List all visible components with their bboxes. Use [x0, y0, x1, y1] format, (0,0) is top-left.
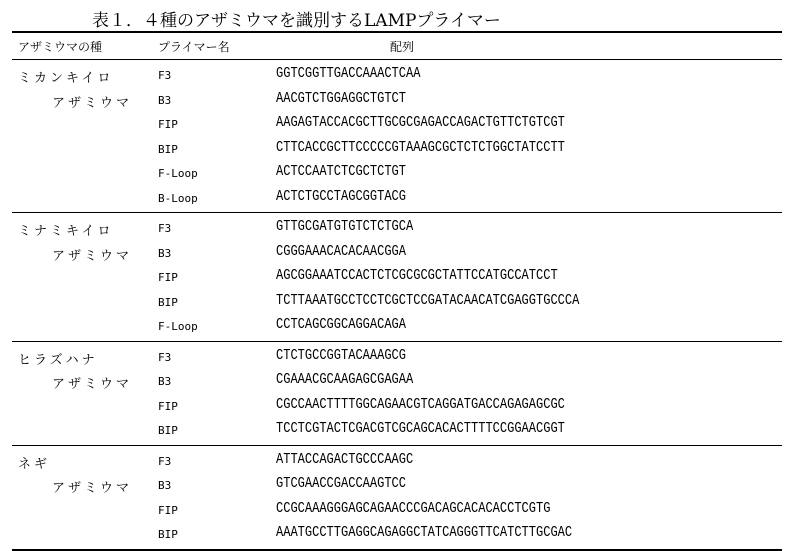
table-row — [12, 314, 782, 339]
table-row — [12, 216, 782, 241]
species-name-line1: ミカンキイロ — [18, 71, 114, 86]
primer-name: FIP — [158, 503, 178, 517]
table-row — [12, 241, 782, 266]
primer-name: F3 — [158, 69, 172, 82]
primer-sequence: TCCTCGTACTCGACGTCGCAGCACACTTTTCCGGAACGGT — [276, 421, 565, 437]
table-row — [12, 88, 782, 113]
species-group-hirazu-hana — [12, 342, 782, 446]
primer-name: FIP — [158, 399, 178, 413]
primer-name: BIP — [158, 142, 178, 156]
primer-name: B-Loop — [158, 191, 198, 205]
primer-sequence: TCTTAAATGCCTCCTCGCTCCGATACAACATCGAGGTGCCCA — [276, 292, 580, 309]
primer-name: F3 — [158, 454, 172, 468]
table-caption: 表１．４種のアザミウマを識別するLAMPプライマー — [92, 11, 501, 31]
header-primer-name: プライマー名 — [158, 40, 230, 54]
species-name-line1: ミナミキイロ — [18, 224, 114, 239]
primer-sequence: GTTGCGATGTGTCTCTGCA — [276, 219, 414, 235]
primer-name: FIP — [158, 118, 178, 131]
primer-sequence: CGAAACGCAAGAGCGAGAA — [276, 372, 414, 388]
primer-sequence: ACTCTGCCTAGCGGTACG — [276, 188, 407, 205]
primer-name: F3 — [158, 222, 172, 235]
primer-name: BIP — [158, 528, 178, 541]
species-name-line2: アザミウマ — [52, 248, 133, 264]
table-row — [12, 161, 782, 186]
primer-sequence: ATTACCAGACTGCCCAAGC — [276, 451, 414, 468]
species-name-line2: アザミウマ — [52, 95, 133, 111]
primer-name: FIP — [158, 271, 178, 284]
table-header — [12, 31, 782, 60]
species-name-line2: アザミウマ — [52, 481, 133, 496]
table-row — [12, 449, 782, 474]
primer-name: F3 — [158, 350, 172, 364]
primer-sequence: CCGCAAAGGGAGCAGAACCCGACAGCACACACCTCGTG — [276, 500, 551, 517]
table-row — [12, 186, 782, 211]
table-row — [12, 522, 782, 547]
primer-sequence: CTCTGCCGGTACAAAGCG — [276, 347, 407, 364]
table-row — [12, 418, 782, 443]
primer-name: B3 — [158, 93, 172, 107]
species-name-line1: ヒラズハナ — [18, 352, 98, 368]
table-row — [12, 265, 782, 290]
primer-sequence: AAGAGTACCACGCTTGCGCGAGACCAGACTGTTCTGTCGT — [276, 115, 565, 131]
primer-sequence: CCTCAGCGGCAGGACAGA — [276, 317, 407, 333]
primer-sequence: CGCCAACTTTTGGCAGAACGTCAGGATGACCAGAGAGCGC — [276, 396, 565, 413]
species-name-line2: アザミウマ — [52, 377, 133, 392]
primer-sequence: ACTCCAATCTCGCTCTGT — [276, 164, 407, 180]
primer-sequence: AGCGGAAATCCACTCTCGCGCGCTATTCCATGCCATCCT — [276, 268, 558, 284]
primer-sequence: CTTCACCGCTTCCCCCGTAAAGCGCTCTCTGGCTATCCTT — [276, 139, 565, 156]
primer-name: B3 — [158, 246, 172, 260]
species-name-line1: ネギ — [18, 456, 51, 472]
table-row — [12, 290, 782, 315]
primer-name: B3 — [158, 375, 172, 388]
table-row — [12, 345, 782, 370]
table-row — [12, 63, 782, 88]
primer-sequence: AACGTCTGGAGGCTGTCT — [276, 90, 407, 107]
primer-sequence: CGGGAAACACACAACGGA — [276, 243, 407, 260]
species-group-mikan-kiiro — [12, 60, 782, 213]
primer-name: B3 — [158, 479, 172, 492]
header-sequence: 配列 — [390, 40, 415, 54]
primer-name: F-Loop — [158, 320, 198, 333]
primer-name: F-Loop — [158, 167, 198, 180]
primer-sequence: GGTCGGTTGACCAAACTCAA — [276, 66, 421, 82]
primer-name: BIP — [158, 424, 178, 437]
table-row — [12, 112, 782, 137]
table-row — [12, 369, 782, 394]
table-row — [12, 498, 782, 523]
species-group-minami-kiiro — [12, 213, 782, 342]
table-row — [12, 473, 782, 498]
primer-table — [12, 31, 782, 551]
table-row — [12, 394, 782, 419]
table-row — [12, 137, 782, 162]
primer-name: BIP — [158, 295, 178, 309]
header-species: アザミウマの種 — [18, 40, 103, 54]
primer-sequence: GTCGAACCGACCAAGTCC — [276, 476, 407, 492]
primer-sequence: AAATGCCTTGAGGCAGAGGCTATCAGGGTTCATCTTGCGAC — [276, 525, 573, 541]
